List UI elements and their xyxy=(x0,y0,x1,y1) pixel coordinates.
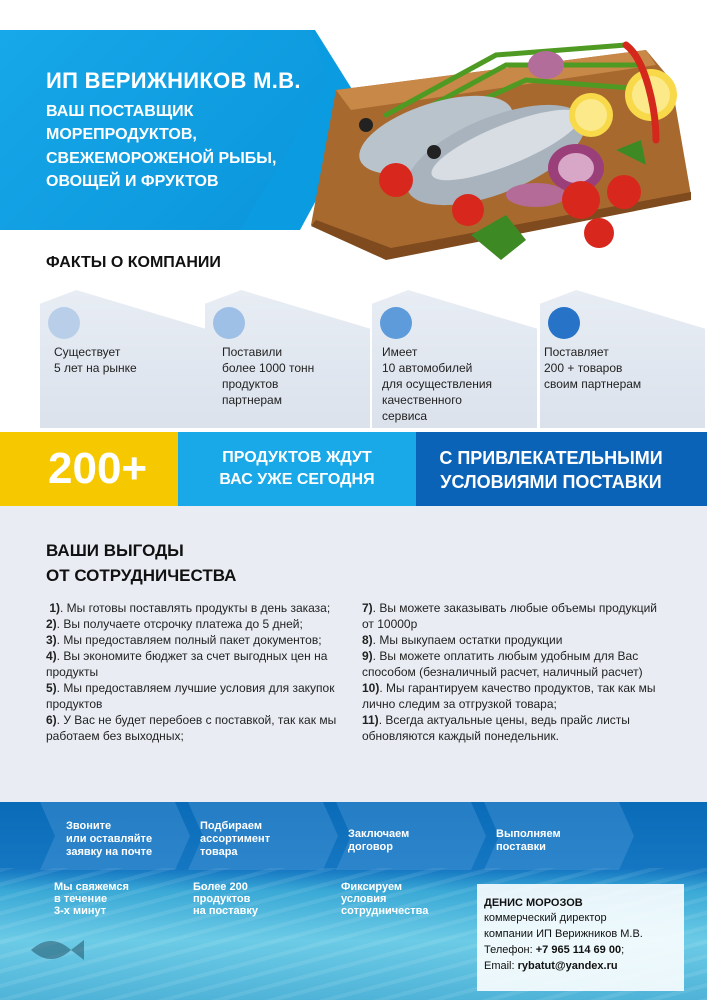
benefit-item: 8). Мы выкупаем остатки продукции xyxy=(362,633,563,647)
benefit-item: 4). Вы экономите бюджет за счет выгодных цен на продукты xyxy=(46,649,328,679)
step-label-line: Подбираем xyxy=(200,820,262,832)
fact-dot-icon xyxy=(380,307,412,339)
step-label-line: или оставляйте xyxy=(66,833,153,845)
step-sub-line: Более 200 xyxy=(193,881,248,893)
fact-line: сервиса xyxy=(382,409,428,423)
contact-email[interactable] xyxy=(484,960,618,972)
benefits-title-line: ОТ СОТРУДНИЧЕСТВА xyxy=(46,566,237,585)
banner-line: ПРОДУКТОВ ЖДУТ xyxy=(222,449,372,466)
step-sub-line: Фиксируем xyxy=(341,881,403,893)
phone-label: Телефон: xyxy=(484,944,536,956)
benefit-item: 3). Мы предоставляем полный пакет документов; xyxy=(46,633,322,647)
benefit-item: 11). Всегда актуальные цены, ведь прайс листы обновляются каждый понедельник. xyxy=(362,713,630,743)
fact-line: своим партнерам xyxy=(544,377,642,391)
fish-board-image xyxy=(296,20,696,285)
fact-line: Существует xyxy=(54,345,121,359)
fact-line: 10 автомобилей xyxy=(382,361,473,375)
benefits-right-column xyxy=(362,600,662,744)
step-sub-line: продуктов xyxy=(193,893,251,905)
fact-line: Поставляет xyxy=(544,345,609,359)
facts-title: ФАКТЫ О КОМПАНИИ xyxy=(46,254,221,271)
fact-line: партнерам xyxy=(222,393,282,407)
step-subtext xyxy=(193,881,258,917)
step-label xyxy=(348,828,409,854)
contact-company: компании ИП Верижников М.В. xyxy=(484,928,643,940)
tagline-line: ВАШ ПОСТАВЩИК xyxy=(46,103,194,120)
fact-dot-icon xyxy=(48,307,80,339)
banner-line: УСЛОВИЯМИ ПОСТАВКИ xyxy=(440,472,662,492)
contact-card xyxy=(477,884,684,991)
tagline-line: МОРЕПРОДУКТОВ, xyxy=(46,126,197,143)
banner-right-text xyxy=(416,446,686,494)
fish-silhouette-icon xyxy=(26,930,86,970)
fact-line: Поставили xyxy=(222,345,283,359)
step-label-line: Звоните xyxy=(66,820,112,832)
step-label-line: договор xyxy=(348,841,393,853)
fact-dot-icon xyxy=(548,307,580,339)
step-label-line: заявку на почте xyxy=(66,846,153,858)
step-sub-line: сотрудничества xyxy=(341,905,429,917)
step-label xyxy=(496,828,561,854)
benefit-item: 2). Вы получаете отсрочку платежа до 5 дней; xyxy=(46,617,303,631)
fact-text xyxy=(382,344,492,424)
tagline-line: ОВОЩЕЙ И ФРУКТОВ xyxy=(46,173,219,190)
step-label xyxy=(200,820,270,859)
fact-line: для осуществления xyxy=(382,377,493,391)
step-label-line: Выполняем xyxy=(496,828,561,840)
benefit-item: 10). Мы гарантируем качество продуктов, так как мы лично следим за отгрузкой товара; xyxy=(362,681,656,711)
fact-line: Имеет xyxy=(382,345,418,359)
banner-line: С ПРИВЛЕКАТЕЛЬНЫМИ xyxy=(439,448,663,468)
benefit-item: 1). Мы готовы поставлять продукты в день заказа; xyxy=(49,601,331,615)
step-label-line: поставки xyxy=(496,841,546,853)
step-label-line: ассортимент xyxy=(200,833,271,845)
contact-position: коммерческий директор xyxy=(484,912,607,924)
banner-count: 200+ xyxy=(48,444,148,493)
fact-text xyxy=(544,344,641,392)
step-sub-line: условия xyxy=(341,893,387,905)
tagline-line: СВЕЖЕМОРОЖЕНОЙ РЫБЫ, xyxy=(46,150,277,167)
step-subtext xyxy=(341,881,428,917)
fact-card xyxy=(540,290,705,428)
benefit-item: 7). Вы можете заказывать любые объемы продукций от 10000р xyxy=(362,601,658,631)
email-link[interactable]: rybatut@yandex.ru xyxy=(517,960,618,972)
benefits-title xyxy=(46,538,236,588)
email-label: Email: xyxy=(484,960,518,972)
fact-dot-icon xyxy=(213,307,245,339)
fact-card xyxy=(40,290,205,428)
company-title: ИП ВЕРИЖНИКОВ М.В. xyxy=(46,68,301,93)
fact-line: 5 лет на рынке xyxy=(54,361,137,375)
step-sub-line: на поставку xyxy=(193,905,259,917)
step-sub-line: 3-х минут xyxy=(54,905,107,917)
step-sub-line: Мы свяжемся xyxy=(54,881,129,893)
fact-card xyxy=(372,290,537,428)
fact-line: качественного xyxy=(382,393,462,407)
benefit-item: 6). У Вас не будет перебоев с поставкой, так как мы работаем без выходных; xyxy=(46,713,337,743)
fact-card xyxy=(205,290,370,428)
step-label-line: товара xyxy=(200,846,238,858)
step-label-line: Заключаем xyxy=(348,828,410,840)
benefit-item: 5). Мы предоставляем лучшие условия для закупок продуктов xyxy=(46,681,335,711)
banner-line: ВАС УЖЕ СЕГОДНЯ xyxy=(219,471,375,488)
fact-line: более 1000 тонн xyxy=(222,361,315,375)
step-subtext xyxy=(54,881,129,917)
phone-number[interactable]: +7 965 114 69 00 xyxy=(535,944,622,956)
step-sub-line: в течение xyxy=(54,893,108,905)
phone-end: ; xyxy=(621,944,625,956)
fact-line: продуктов xyxy=(222,377,279,391)
fact-line: 200 + товаров xyxy=(544,361,623,375)
benefits-title-line: ВАШИ ВЫГОДЫ xyxy=(46,541,184,560)
contact-phone[interactable] xyxy=(484,944,624,956)
contact-name: ДЕНИС МОРОЗОВ xyxy=(484,897,583,909)
fact-text xyxy=(54,344,137,376)
step-label xyxy=(66,820,152,859)
fact-text xyxy=(222,344,314,408)
banner-middle-text xyxy=(178,447,416,491)
benefits-left-column xyxy=(46,600,351,744)
benefit-item: 9). Вы можете оплатить любым удобным для Вас способом (безналичный расчет, наличный расчет) xyxy=(362,649,643,679)
